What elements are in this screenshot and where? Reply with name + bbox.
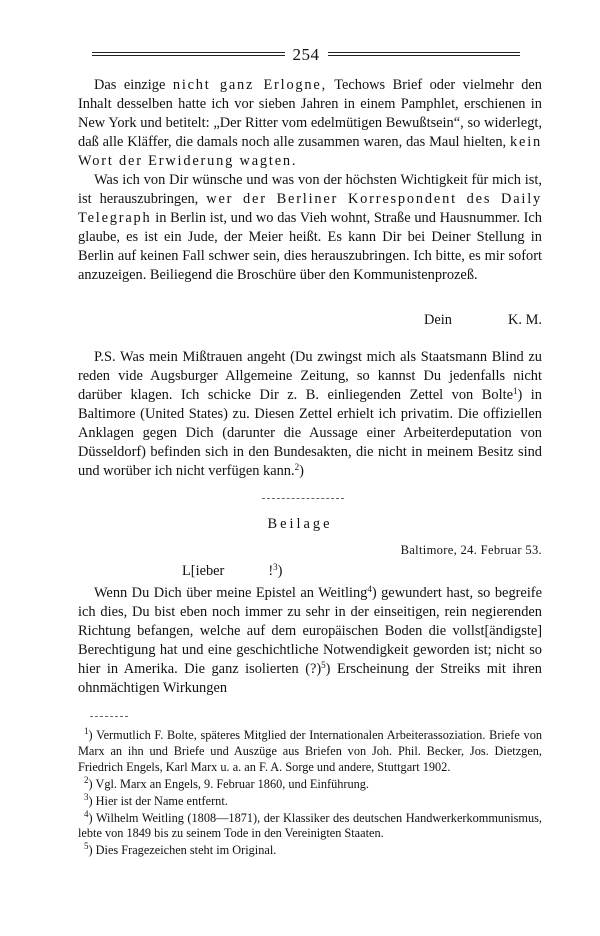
footnote-text: ) Vgl. Marx an Engels, 9. Februar 1860, und Einführung. — [88, 776, 370, 791]
footnote-rule — [90, 716, 128, 717]
footnote-ref-5: 5 — [321, 660, 326, 670]
footnote — [78, 843, 542, 859]
footnote-text: ) Vermutlich F. Bolte, späteres Mitglied der Internationalen Arbeiterassoziation. Briefe von Marx an ihn und Briefe und Auszüge aus Briefen von Joh. Phil. Becker, Jos. Dietzgen, Friedrich Engels, Karl Marx u. a. an F. A. Sorge und andere, Stuttgart 1902. — [78, 728, 542, 774]
header-rule-left — [92, 52, 285, 56]
header-rule-right — [328, 52, 521, 56]
postscript-paragraph — [78, 348, 542, 481]
footnote-ref-3: 3 — [273, 562, 278, 572]
paragraph-3 — [78, 584, 542, 698]
letter-body — [78, 76, 542, 285]
ps-text-c: ) — [299, 463, 304, 479]
enclosure-body — [78, 584, 542, 698]
footnote-ref-4: 4 — [367, 584, 372, 594]
page-number: 254 — [292, 44, 320, 64]
footnote-text: ) Dies Fragezeichen steht im Original. — [88, 843, 277, 858]
footnote — [78, 728, 542, 776]
p1-spaced-a: nicht ganz Erlogne, — [172, 77, 328, 93]
salutation — [182, 563, 382, 580]
p3-text-c: ) Erscheinung der Streiks mit ihren ohnmächtigen Wirkungen — [78, 661, 542, 696]
salutation-text: L[ieber — [182, 563, 225, 579]
signature-closing: Dein — [424, 312, 452, 328]
page-header — [92, 42, 520, 66]
p3-text-a: Wenn Du Dich über meine Epistel an Weitling — [94, 585, 368, 601]
paragraph-2 — [78, 171, 542, 285]
signature-initials: K. M. — [508, 312, 542, 328]
footnote-number: 4 — [84, 808, 89, 819]
p2-text-a: Was ich von Dir wünsche und was von der höchsten Wichtigkeit für mich ist, ist herauszubringen, — [78, 172, 542, 207]
postscript — [78, 348, 542, 481]
p2-spaced: wer der Berliner Korrespondent des Daily Telegraph — [78, 191, 542, 226]
footnote-text: ) Hier ist der Name entfernt. — [88, 793, 228, 808]
footnote — [78, 791, 542, 810]
footnotes — [78, 728, 542, 860]
enclosure-date: Baltimore, 24. Februar 53. — [400, 543, 542, 557]
footnote-number: 3 — [84, 791, 89, 802]
footnote-number: 5 — [84, 841, 89, 852]
p1-spaced-b: kein Wort der Erwiderung wagten. — [78, 134, 542, 169]
footnote — [78, 808, 542, 843]
beilage-heading: Beilage — [267, 516, 333, 532]
ps-text-a: P.S. Was mein Mißtrauen angeht (Du zwingst mich als Staatsmann Blind zu reden vide Augsburger Allgemeine Zeitung, so kannst Du jedenfalls nicht darüber klagen. Ich schicke Dir z. B. einliegenden Zettel von Bolte — [78, 349, 542, 403]
signature — [424, 312, 542, 329]
salutation-paren: ) — [277, 563, 283, 579]
footnote — [78, 774, 542, 793]
footnote-number: 2 — [84, 774, 89, 785]
p1-text-a: Das einzige — [94, 77, 173, 93]
section-separator — [262, 498, 344, 499]
footnote-ref-1: 1 — [512, 386, 518, 396]
p1-text-b: Techows Brief oder vielmehr den Inhalt desselben hatte ich vor sieben Jahren in einem Pamphlet, erschienen in New York und betitelt: „Der Ritter vom edelmütigen Bewußtsein“, so widerlegt, daß alle Kläffer, die damals noch alle zusammen waren, das Maul hielten, — [78, 77, 542, 150]
paragraph-1 — [78, 76, 542, 171]
p3-text-b: ) gewundert hast, so begreife ich dies, Du bist eben noch immer zu sehr in der einseitigen, rein negierenden Richtung befangen, welche auf dem europäischen Boden die vollst[ändigste] Berechtigung hat und eine geschichtliche Notwendigkeit geworden ist; nicht so hier in Amerika. Die ganz isolierten (?) — [78, 585, 542, 677]
footnote-text: ) Wilhelm Weitling (1808—1871), der Klassiker des deutschen Handwerkerkommunismus, lebte von 1849 bis zu seinem Tode in den Vereinigten Staaten. — [78, 810, 542, 841]
footnote-number: 1 — [84, 726, 89, 736]
salutation-excl: ! — [268, 563, 274, 579]
footnote-ref-2: 2 — [294, 462, 300, 472]
ps-text-b: ) in Baltimore (United States) zu. Diesen Zettel erhielt ich privatim. Die offiziellen Anklagen gegen Dich (darunter die Aussage einer Arbeiterdeputation von Düsseldorf) befinden sich in den Bundesakten, die nicht in meinem Besitz sind und worüber ich nicht verfügen kann. — [78, 387, 542, 479]
p2-text-b: in Berlin ist, und wo das Vieh wohnt, Straße und Hausnummer. Ich glaube, es ist ein Jude, der Meier heißt. Es kann Dir bei Deiner Stellung in Berlin auf keinen Fall schwer sein, dies herauszubringen. Ich bitte, es mir sofort anzuzeigen. Beiliegend die Broschüre über den Kommunistenprozeß. — [78, 210, 542, 283]
